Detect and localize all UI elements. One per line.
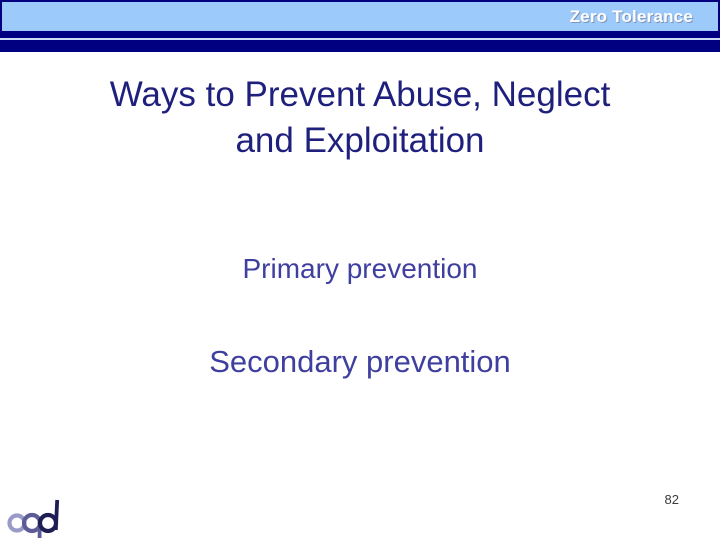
- slide-title: [0, 72, 720, 164]
- page-number: 82: [664, 492, 679, 507]
- apd-logo-icon: [6, 497, 64, 539]
- header-title: Zero Tolerance: [569, 6, 693, 26]
- secondary-prevention-text: Secondary prevention: [209, 344, 511, 379]
- slide-title-line2: and Exploitation: [235, 121, 485, 160]
- slide-title-line1: Ways to Prevent Abuse, Neglect: [109, 75, 611, 114]
- header-navy-band: [0, 31, 720, 52]
- slide-header: [0, 0, 720, 52]
- logo-letter-d: [40, 515, 56, 531]
- logo-letter-d-stem: [56, 500, 57, 530]
- header-accent-line: [0, 38, 720, 40]
- primary-prevention-text: Primary prevention: [242, 253, 478, 284]
- header-light-band: [2, 2, 718, 31]
